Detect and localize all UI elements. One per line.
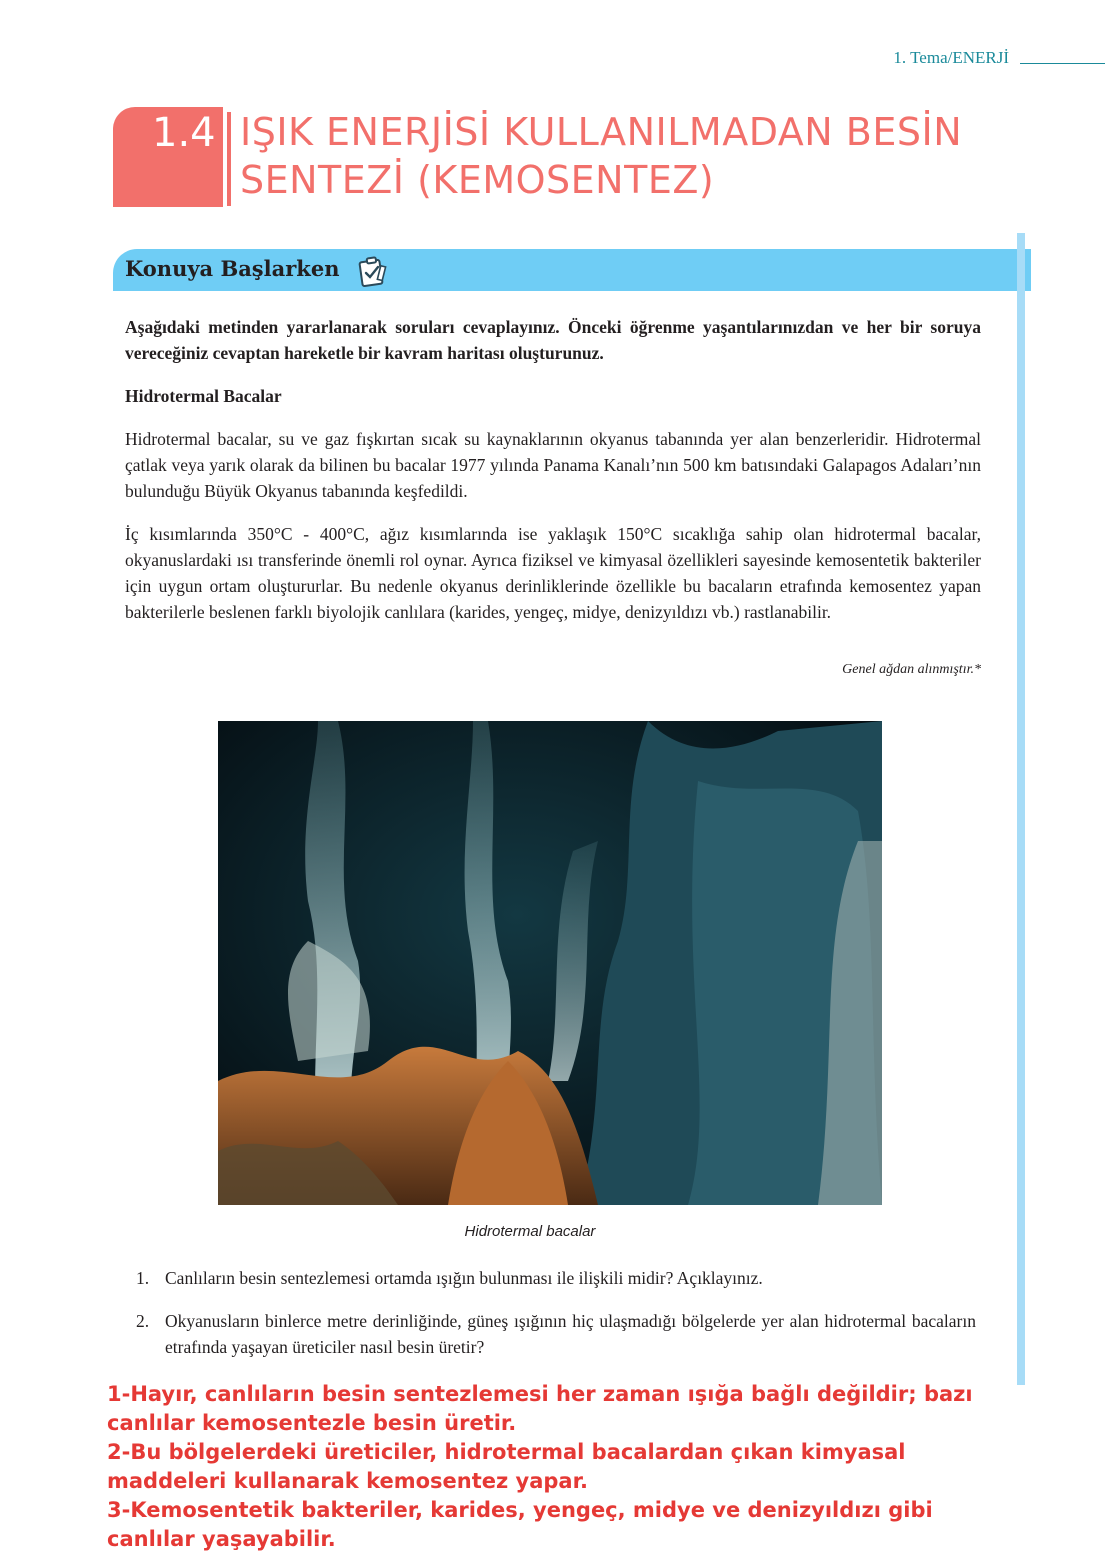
running-head-rule: [1020, 63, 1105, 64]
instructions: Aşağıdaki metinden yararlanarak soruları cevaplayınız. Önceki öğrenme yaşantılarınızdan ve her bir soruya vereceğiniz cevaptan hareketle bir kavram haritası oluşturunuz.: [125, 317, 981, 363]
source-note: Genel ağdan alınmıştır.*: [842, 662, 981, 677]
question-2-number: 2.: [136, 1311, 150, 1331]
question-1-number: 1.: [136, 1268, 150, 1288]
question-1-text: Canlıların besin sentezlemesi ortamda ışığın bulunması ile ilişkili midir? Açıklayınız.: [165, 1268, 763, 1288]
lesson-title-line2: SENTEZİ (KEMOSENTEZ): [240, 158, 715, 202]
reading-heading: Hidrotermal Bacalar: [125, 386, 282, 406]
lesson-title: [240, 108, 1040, 204]
answer-2: 2-Bu bölgelerdeki üreticiler, hidrotermal bacalardan çıkan kimyasal maddeleri kullanarak kemosentez yapar.: [107, 1440, 906, 1493]
hydrothermal-vents-photo: [218, 721, 882, 1205]
answer-1: 1-Hayır, canlıların besin sentezlemesi her zaman ışığa bağlı değildir; bazı canlılar kemosentezle besin üretir.: [107, 1382, 973, 1435]
question-2-text: Okyanusların binlerce metre derinliğinde, güneş ışığının hiç ulaşmadığı bölgelerde yer alan hidrotermal bacaların etrafında yaşayan üreticiler nasıl besin üretir?: [165, 1311, 976, 1357]
reading-paragraph-1: Hidrotermal bacalar, su ve gaz fışkırtan sıcak su kaynaklarının okyanus tabanında yer alan benzerleridir. Hidrotermal çatlak veya yarık olarak da bilinen bu bacalar 1977 yılında Panama Kanalı’nın 500 km batısındaki Galapagos Adaları’nın bulunduğu Büyük Okyanus tabanında keşfedildi.: [125, 429, 981, 501]
lesson-title-line1: IŞIK ENERJİSİ KULLANILMADAN BESİN: [240, 110, 963, 154]
clipboard-check-icon: [357, 256, 387, 288]
handwritten-answers: [107, 1380, 1007, 1554]
question-1: [136, 1265, 976, 1291]
side-rule: [1017, 233, 1025, 1385]
figure-caption: Hidrotermal bacalar: [464, 1223, 596, 1240]
reading-paragraph-2: İç kısımlarında 350°C - 400°C, ağız kısımlarında ise yaklaşık 150°C sıcaklığa sahip olan hidrotermal bacalar, okyanuslardaki ısı transferinde önemli rol oynar. Ayrıca fiziksel ve kimyasal özellikleri sayesinde kemosentetik bakteriler için uygun ortam oluştururlar. Bu nedenle okyanus derinliklerinde özellikle bu bacaların etrafında kemosentez yapan bakterilerle beslenen farklı biyolojik canlılara (karides, yengeç, midye, denizyıldızı vb.) rastlanabilir.: [125, 524, 981, 622]
answer-3: 3-Kemosentetik bakteriler, karides, yengeç, midye ve denizyıldızı gibi canlılar yaşayabilir.: [107, 1498, 933, 1551]
title-divider: [227, 112, 231, 206]
section-title: Konuya Başlarken: [125, 256, 340, 281]
lesson-number: 1.4: [152, 110, 216, 156]
running-head: 1. Tema/ENERJİ: [893, 48, 1009, 67]
question-2: [136, 1308, 976, 1360]
